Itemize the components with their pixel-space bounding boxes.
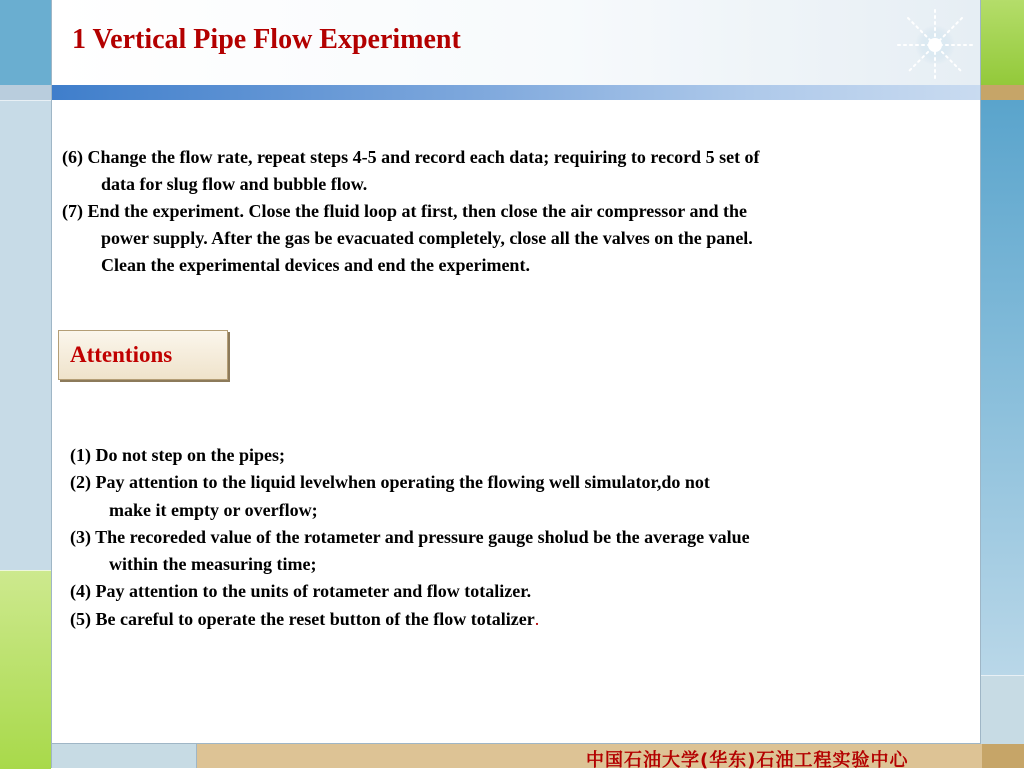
title-underline-bar: [52, 85, 981, 100]
attentions-label-box: [58, 330, 228, 380]
left-column-middle-block: [0, 100, 51, 571]
left-separator-line: [51, 0, 52, 768]
slide-title: 1 Vertical Pipe Flow Experiment: [72, 24, 461, 55]
attention-item: (2) Pay attention to the liquid levelwhen operating the flowing well simulator,do not: [70, 472, 710, 493]
left-column-top-block: [0, 0, 51, 85]
left-column-green-block: [0, 570, 51, 769]
step-line: data for slug flow and bubble flow.: [101, 174, 368, 194]
attention-item: (1) Do not step on the pipes;: [70, 445, 286, 465]
step-line: power supply. After the gas be evacuated completely, close all the valves on the panel.: [101, 228, 753, 248]
title-bar-right-block: [981, 85, 1024, 100]
attention-item: (3) The recoreded value of the rotameter and pressure gauge sholud be the average value: [70, 526, 750, 547]
right-column-green-block: [981, 0, 1024, 85]
left-column-band-block: [0, 85, 51, 100]
step-line: (6) Change the flow rate, repeat steps 4-5 and record each data; requiring to record 5 set of: [62, 147, 760, 167]
attentions-label: Attentions: [70, 342, 173, 367]
trailing-period: .: [534, 608, 540, 629]
footer-institution: 中国石油大学(华东)石油工程实验中心: [586, 750, 909, 771]
right-column-lower-block: [981, 675, 1024, 745]
attention-item: within the measuring time;: [109, 554, 317, 575]
right-separator-line: [980, 0, 981, 768]
step-line: Clean the experimental devices and end the experiment.: [101, 255, 530, 275]
attention-item: [70, 606, 970, 633]
attention-item: (4) Pay attention to the units of rotameter and flow totalizer.: [70, 581, 532, 602]
attentions-list: [70, 442, 970, 633]
footer-left-block: [52, 744, 196, 768]
procedure-steps: [62, 144, 962, 279]
right-column-tan-block: [981, 744, 1024, 768]
attention-item: make it empty or overflow;: [109, 499, 318, 520]
sparkle-star-icon: [896, 8, 974, 86]
step-line: (7) End the experiment. Close the fluid loop at first, then close the air compressor and the: [62, 201, 747, 221]
attention-item-text: (5) Be careful to operate the reset button of the flow totalizer: [70, 608, 535, 629]
right-column-blue-block: [981, 100, 1024, 675]
